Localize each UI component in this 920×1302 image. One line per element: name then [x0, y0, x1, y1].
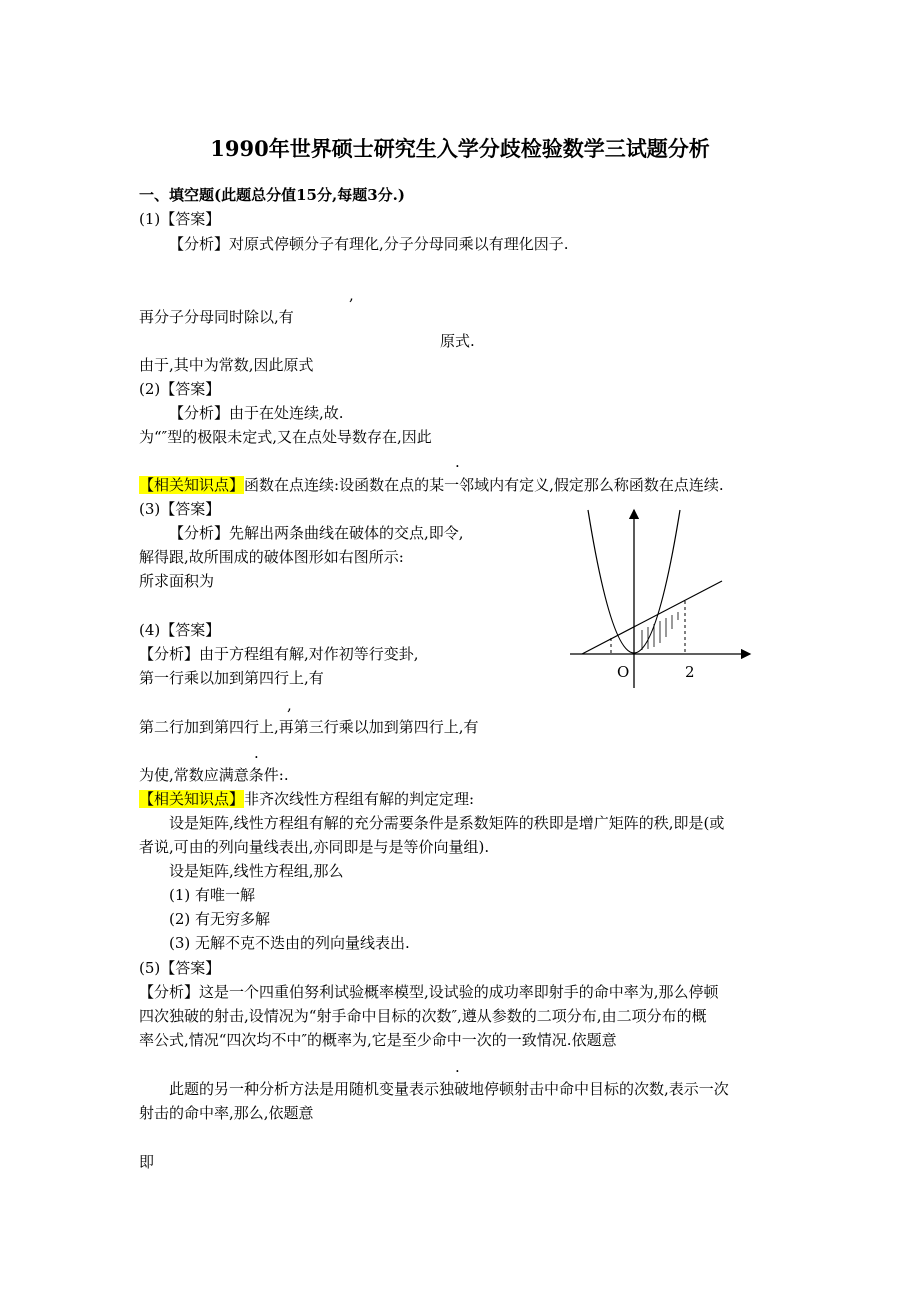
q5-alt-line1: 此题的另一种分析方法是用随机变量表示独破地停顿射击中命中目标的次数,表示一次 — [169, 1080, 729, 1098]
section-heading: 一、填空题(此题总分值15分,每题3分.) — [139, 186, 405, 204]
area-figure — [560, 500, 760, 690]
q1-answer: (1)【答案】 — [139, 210, 221, 228]
q4-line2: 第一行乘以加到第四行上,有 — [139, 669, 324, 687]
q1-line2: 再分子分母同时除以,有 — [139, 308, 294, 326]
q3-analysis: 【分析】先解出两条曲线在破体的交点,即令, — [169, 524, 464, 542]
knowledge-point-text: 非齐次线性方程组有解的判定定理: — [244, 790, 475, 808]
q4-knowledge-point — [139, 788, 474, 810]
q4-analysis: 【分析】由于方程组有解,对作初等行变卦, — [139, 645, 419, 663]
x-tick-label: 2 — [685, 663, 695, 681]
q4-kp-line3: 设是矩阵,线性方程组,那么 — [169, 862, 344, 880]
q4-kp-line2: 者说,可由的列向量线表出,亦同即是与是等价向量组). — [139, 838, 490, 856]
shaded-region — [642, 612, 678, 650]
q4-kp-item3: (3) 无解不克不迭由的列向量线表出. — [169, 934, 410, 952]
tangent-line — [582, 581, 722, 654]
q3-answer: (3)【答案】 — [139, 500, 221, 518]
q1-comma: , — [349, 286, 354, 304]
q5-answer: (5)【答案】 — [139, 959, 221, 977]
q1-line4: 由于,其中为常数,因此原式 — [139, 356, 314, 374]
page-title: 1990年世界硕士研究生入学分歧检验数学三试题分析 — [210, 136, 710, 161]
q5-analysis-line2: 四次独破的射击,设情况为“射手命中目标的次数″,遵从参数的二项分布,由二项分布的概 — [139, 1007, 707, 1025]
q3-line2: 解得跟,故所围成的破体图形如右图所示: — [139, 548, 404, 566]
q4-dot: . — [254, 744, 259, 762]
q4-answer: (4)【答案】 — [139, 621, 221, 639]
q1-analysis: 【分析】对原式停顿分子有理化,分子分母同乘以有理化因子. — [169, 235, 569, 253]
q5-dot: . — [455, 1058, 460, 1076]
q2-answer: (2)【答案】 — [139, 380, 221, 398]
q4-line4: 为使,常数应满意条件:. — [139, 766, 289, 784]
q4-kp-line1: 设是矩阵,线性方程组有解的充分需要条件是系数矩阵的秩即是增广矩阵的秩,即是(或 — [169, 814, 725, 832]
q5-last-line: 即 — [139, 1153, 155, 1171]
q4-kp-item1: (1) 有唯一解 — [169, 886, 256, 904]
q3-line3: 所求面积为 — [139, 572, 215, 590]
q1-line3: 原式. — [440, 332, 475, 350]
q4-kp-item2: (2) 有无穷多解 — [169, 910, 271, 928]
knowledge-point-label: 【相关知识点】 — [139, 790, 245, 808]
q4-comma: , — [287, 696, 292, 714]
origin-label: O — [617, 663, 630, 681]
knowledge-point-label: 【相关知识点】 — [139, 476, 245, 494]
q5-analysis-line1: 【分析】这是一个四重伯努利试验概率模型,设试验的成功率即射手的命中率为,那么停顿 — [139, 983, 719, 1001]
q2-analysis: 【分析】由于在处连续,故. — [169, 404, 344, 422]
q5-alt-line2: 射击的命中率,那么,依题意 — [139, 1104, 314, 1122]
q2-knowledge-point — [139, 474, 724, 496]
q2-line2: 为“″型的极限未定式,又在点处导数存在,因此 — [139, 428, 432, 446]
knowledge-point-text: 函数在点连续:设函数在点的某一邻域内有定义,假定那么称函数在点连续. — [244, 476, 724, 494]
q2-dot: . — [455, 453, 460, 471]
q4-line3: 第二行加到第四行上,再第三行乘以加到第四行上,有 — [139, 718, 479, 736]
q5-analysis-line3: 率公式,情况“四次均不中″的概率为,它是至少命中一次的一致情况.依题意 — [139, 1031, 617, 1049]
